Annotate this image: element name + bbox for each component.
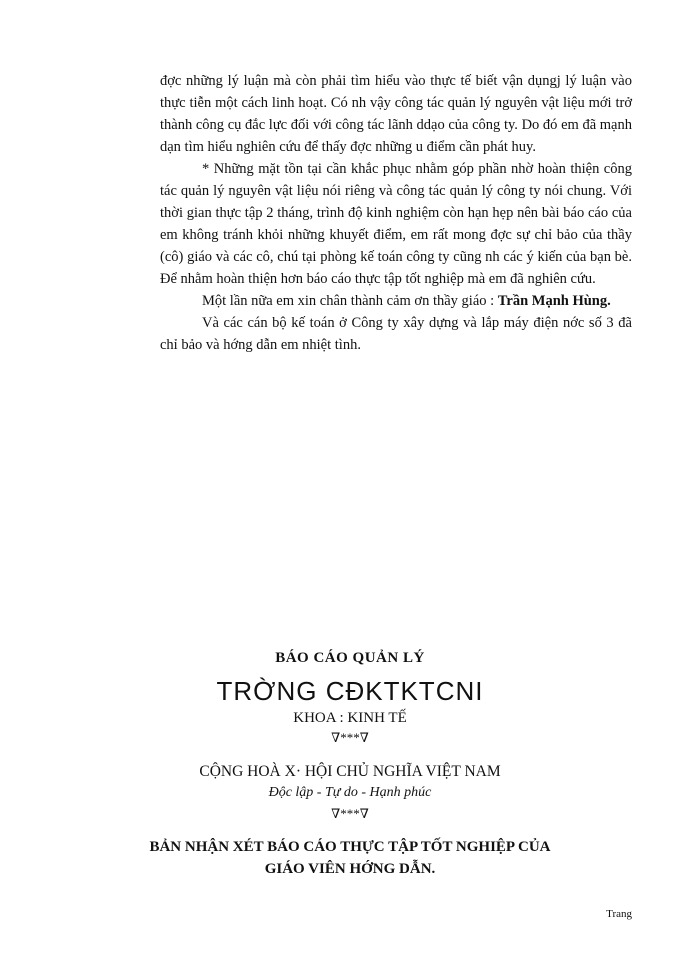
- ornament: ∇***∇: [331, 806, 369, 821]
- thanks-paragraph: [160, 290, 632, 312]
- report-label: BÁO CÁO QUẢN LÝ: [275, 650, 425, 666]
- national-motto: Độc lập - Tự do - Hạnh phúc: [268, 785, 432, 800]
- report-body: [160, 70, 632, 356]
- document-title: [0, 836, 700, 880]
- ornament: ∇***∇: [331, 730, 369, 745]
- body-paragraph: * Những mặt tồn tại cần khắc phục nhằm góp phần nhờ hoàn thiện công tác quản lý nguyên vật liệu nói riêng và công tác quản lý công ty nói chung. Với thời gian thực tập 2 tháng, trình độ kinh nghiệm còn hạn hẹp nên bài báo cáo của em không tránh khỏi những khuyết điểm, em rất mong đợc sự chỉ bảo của thầy (cô) giáo và các cô, chú tại phòng kế toán công ty cũng nh các ý kiến của bạn bè. Để nhằm hoàn thiện hơn báo cáo thực tập tốt nghiệp mà em đã nghiên cứu.: [160, 161, 632, 287]
- document-title-line: BẢN NHẬN XÉT BÁO CÁO THỰC TẬP TỐT NGHIỆP CỦA: [149, 839, 551, 855]
- page-label: Trang: [606, 908, 632, 920]
- closing-paragraph: Và các cán bộ kế toán ở Công ty xây dựng và lắp máy điện nớc số 3 đã chỉ bảo và hớng dẫn em nhiệt tình.: [160, 315, 632, 353]
- thanks-text: Một lần nữa em xin chân thành cảm ơn thầy giáo :: [202, 293, 498, 309]
- document-title-line: GIÁO VIÊN HỚNG DẪN.: [264, 861, 436, 877]
- body-paragraph: đợc những lý luận mà còn phải tìm hiểu vào thực tế biết vận dụngj lý luận vào thực tiễn một cách linh hoạt. Có nh vậy công tác quản lý nguyên vật liệu mới trở thành công cụ đắc lực đối với công tác lãnh ddạo của công ty. Do đó em đã mạnh dạn tìm hiểu nghiên cứu để thấy đợc những u điểm cần phát huy.: [160, 73, 632, 155]
- school-name: TRỜNG CĐKTKTCNI: [216, 676, 484, 706]
- advisor-name: Trần Mạnh Hùng.: [497, 293, 611, 309]
- country-name: CỘNG HOÀ X· HỘI CHỦ NGHĨA VIỆT NAM: [199, 763, 501, 780]
- faculty-name: KHOA : KINH TẾ: [293, 710, 407, 726]
